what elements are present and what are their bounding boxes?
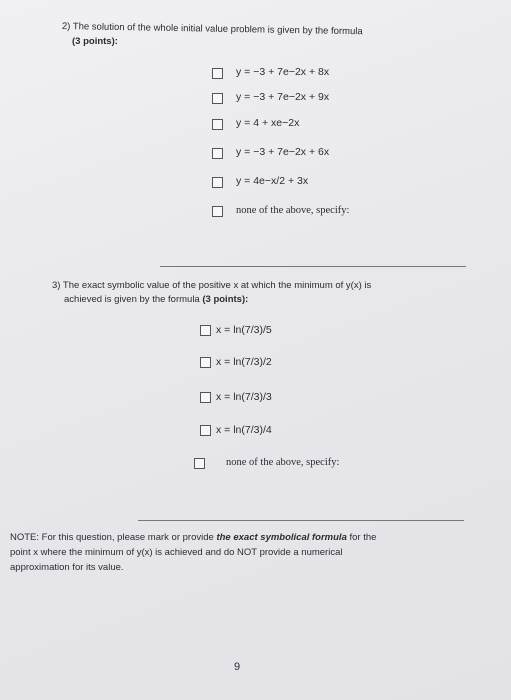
q2-answer-line bbox=[160, 266, 466, 267]
q3-option-5-checkbox[interactable] bbox=[194, 458, 205, 469]
q2-option-2-label: y = −3 + 7e−2x + 9x bbox=[236, 91, 330, 103]
q3-option-4-label: x = ln(7/3)/4 bbox=[216, 424, 272, 436]
note-emphasis: the exact symbolical formula bbox=[216, 532, 347, 543]
q2-option-3-label: y = 4 + xe−2x bbox=[236, 117, 300, 129]
note-line-3: approximation for its value. bbox=[10, 562, 124, 573]
q3-option-3-label: x = ln(7/3)/3 bbox=[216, 391, 272, 403]
q2-option-4-label: y = −3 + 7e−2x + 6x bbox=[236, 146, 330, 158]
q2-number: 2) bbox=[61, 21, 71, 33]
q2-option-6-checkbox[interactable] bbox=[212, 206, 223, 217]
note-line-1-suffix: for the bbox=[346, 532, 377, 543]
q2-prompt-text: The solution of the whole initial value problem is given by the formula bbox=[72, 21, 363, 38]
q3-points: (3 points): bbox=[202, 294, 249, 305]
q2-option-1-checkbox[interactable] bbox=[212, 68, 223, 79]
note-line-1-prefix: NOTE: For this question, please mark or provide bbox=[10, 532, 217, 543]
q3-option-1-checkbox[interactable] bbox=[200, 325, 211, 336]
q2-option-6-label: none of the above, specify: bbox=[236, 205, 350, 216]
q2-option-4-checkbox[interactable] bbox=[212, 148, 223, 159]
q3-option-5-label: none of the above, specify: bbox=[226, 457, 340, 468]
q3-option-1-label: x = ln(7/3)/5 bbox=[216, 324, 272, 336]
q3-option-3-checkbox[interactable] bbox=[200, 392, 211, 403]
q3-option-4-checkbox[interactable] bbox=[200, 425, 211, 436]
note-line-2: point x where the minimum of y(x) is achieved and do NOT provide a numerical bbox=[10, 547, 343, 558]
q3-option-2-label: x = ln(7/3)/2 bbox=[216, 356, 272, 368]
q2-option-5-label: y = 4e−x/2 + 3x bbox=[236, 175, 309, 187]
q2-option-5-checkbox[interactable] bbox=[212, 177, 223, 188]
q2-points: (3 points): bbox=[72, 36, 118, 47]
note-line-1 bbox=[10, 531, 376, 544]
q3-number: 3) bbox=[52, 280, 61, 291]
q2-option-2-checkbox[interactable] bbox=[212, 93, 223, 104]
q3-option-2-checkbox[interactable] bbox=[200, 357, 211, 368]
q2-option-3-checkbox[interactable] bbox=[212, 119, 223, 130]
q3-prompt bbox=[52, 280, 371, 292]
q3-prompt-continued bbox=[64, 294, 248, 306]
q3-answer-line bbox=[138, 520, 464, 521]
q3-prompt-line1: The exact symbolic value of the positive x at which the minimum of y(x) is bbox=[62, 280, 372, 291]
page-number: 9 bbox=[234, 661, 241, 673]
q3-prompt-line2: achieved is given by the formula bbox=[64, 294, 200, 305]
q2-option-1-label: y = −3 + 7e−2x + 8x bbox=[236, 66, 330, 78]
